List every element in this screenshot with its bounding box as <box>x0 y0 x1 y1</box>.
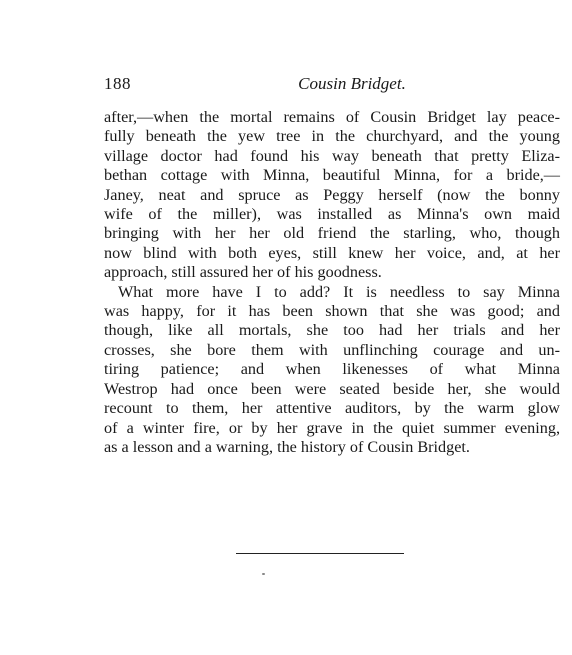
text-line: village doctor had found his way beneath that pretty Eliza- <box>104 146 560 165</box>
text-line: crosses, she bore them with unflinching courage and un- <box>104 340 560 359</box>
text-line: Westrop had once been were seated beside her, she would <box>104 379 560 398</box>
text-line: as a lesson and a warning, the history of Cousin Bridget. <box>104 437 470 456</box>
running-title: Cousin Bridget. <box>298 74 406 93</box>
text-line: bethan cottage with Minna, beautiful Minna, for a bride,— <box>104 166 560 185</box>
text-line: wife of the miller), was installed as Minna's own maid <box>104 205 560 224</box>
text-line: recount to them, her attentive auditors, by the warm glow <box>104 399 560 418</box>
running-head <box>104 74 560 98</box>
text-line: fully beneath the yew tree in the churchyard, and the young <box>104 127 560 146</box>
text-line: tiring patience; and when likenesses of what Minna <box>104 360 560 379</box>
text-line: approach, still assured her of his goodness. <box>104 263 382 282</box>
text-line: Janey, neat and spruce as Peggy herself (now the bonny <box>104 185 560 204</box>
page-number: 188 <box>104 74 131 93</box>
body-text <box>104 108 560 457</box>
text-line: of a winter fire, or by her grave in the quiet summer evening, <box>104 418 560 437</box>
text-line: bringing with her her old friend the starling, who, though <box>104 224 560 243</box>
end-rule <box>236 553 404 554</box>
text-line: after,—when the mortal remains of Cousin Bridget lay peace- <box>104 108 560 126</box>
text-line: though, like all mortals, she too had her trials and her <box>104 321 560 340</box>
print-speck <box>262 573 265 575</box>
text-line: What more have I to add? It is needless to say Minna <box>118 282 560 301</box>
text-line: was happy, for it has been shown that she was good; and <box>104 302 560 321</box>
text-line: now blind with both eyes, still knew her voice, and, at her <box>104 243 560 262</box>
